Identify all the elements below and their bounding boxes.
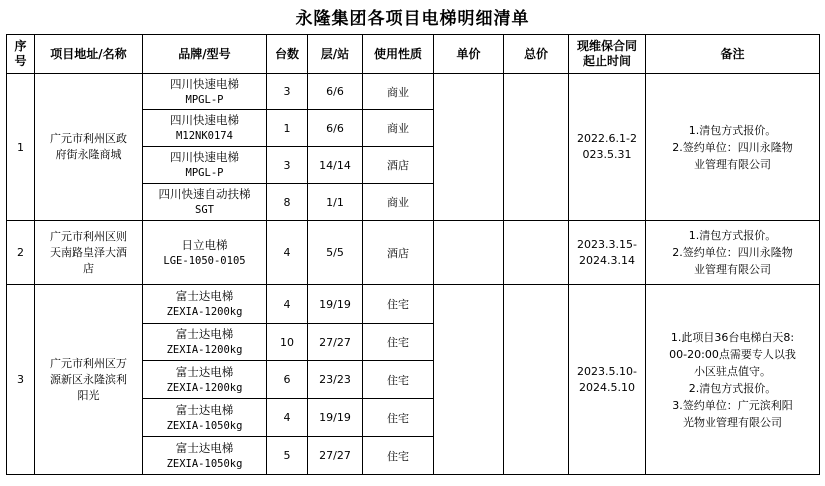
usage-cell: 住宅 (363, 361, 434, 399)
floors-cell: 19/19 (308, 285, 363, 324)
total-price-cell (504, 221, 569, 285)
usage-cell: 住宅 (363, 437, 434, 475)
floors-cell: 27/27 (308, 437, 363, 475)
unit-price-cell (434, 74, 504, 221)
total-price-cell (504, 74, 569, 221)
header-seq: 序 号 (7, 35, 35, 74)
usage-cell: 酒店 (363, 221, 434, 285)
count-cell: 10 (267, 324, 308, 361)
total-price-cell (504, 285, 569, 475)
floors-cell: 6/6 (308, 110, 363, 147)
header-total-price: 总价 (504, 35, 569, 74)
header-product: 品牌/型号 (143, 35, 267, 74)
address-cell: 广元市利州区万 源新区永隆滨利 阳光 (35, 285, 143, 475)
product-cell: 日立电梯 LGE-1050-0105 (143, 221, 267, 285)
product-cell: 富士达电梯 ZEXIA-1050kg (143, 437, 267, 475)
header-address: 项目地址/名称 (35, 35, 143, 74)
period-cell: 2022.6.1-2 023.5.31 (569, 74, 646, 221)
floors-cell: 1/1 (308, 184, 363, 221)
product-cell: 四川快速电梯 M12NK0174 (143, 110, 267, 147)
count-cell: 6 (267, 361, 308, 399)
seq-cell: 2 (7, 221, 35, 285)
count-cell: 4 (267, 221, 308, 285)
count-cell: 4 (267, 399, 308, 437)
usage-cell: 住宅 (363, 285, 434, 324)
usage-cell: 商业 (363, 110, 434, 147)
count-cell: 1 (267, 110, 308, 147)
count-cell: 3 (267, 74, 308, 110)
usage-cell: 住宅 (363, 324, 434, 361)
address-cell: 广元市利州区政 府街永隆商城 (35, 74, 143, 221)
product-cell: 富士达电梯 ZEXIA-1200kg (143, 285, 267, 324)
floors-cell: 23/23 (308, 361, 363, 399)
remark-cell: 1.清包方式报价。 2.签约单位：四川永隆物 业管理有限公司 (646, 221, 820, 285)
floors-cell: 27/27 (308, 324, 363, 361)
product-cell: 富士达电梯 ZEXIA-1200kg (143, 361, 267, 399)
header-row (7, 35, 820, 74)
period-cell: 2023.3.15- 2024.3.14 (569, 221, 646, 285)
document-title: 永隆集团各项目电梯明细清单 (295, 9, 530, 29)
product-cell: 四川快速自动扶梯 SGT (143, 184, 267, 221)
table-row (7, 221, 820, 285)
floors-cell: 5/5 (308, 221, 363, 285)
header-floors: 层/站 (308, 35, 363, 74)
header-remark: 备注 (646, 35, 820, 74)
usage-cell: 商业 (363, 74, 434, 110)
header-usage: 使用性质 (363, 35, 434, 74)
seq-cell: 3 (7, 285, 35, 475)
product-cell: 四川快速电梯 MPGL-P (143, 147, 267, 184)
address-cell: 广元市利州区则 天南路皇泽大酒 店 (35, 221, 143, 285)
unit-price-cell (434, 285, 504, 475)
unit-price-cell (434, 221, 504, 285)
count-cell: 4 (267, 285, 308, 324)
header-unit-price: 单价 (434, 35, 504, 74)
floors-cell: 19/19 (308, 399, 363, 437)
table-row (7, 74, 820, 110)
floors-cell: 14/14 (308, 147, 363, 184)
seq-cell: 1 (7, 74, 35, 221)
usage-cell: 商业 (363, 184, 434, 221)
elevator-table (6, 34, 820, 475)
product-cell: 富士达电梯 ZEXIA-1200kg (143, 324, 267, 361)
remark-cell: 1.此项目36台电梯白天8: 00-20:00点需要专人以我 小区驻点值守。 2.清包方式报价。 3.签约单位：广元滨利阳 光物业管理有限公司 (646, 285, 820, 475)
product-cell: 富士达电梯 ZEXIA-1050kg (143, 399, 267, 437)
count-cell: 3 (267, 147, 308, 184)
usage-cell: 住宅 (363, 399, 434, 437)
header-period: 现维保合同 起止时间 (569, 35, 646, 74)
period-cell: 2023.5.10- 2024.5.10 (569, 285, 646, 475)
header-count: 台数 (267, 35, 308, 74)
remark-cell: 1.清包方式报价。 2.签约单位：四川永隆物 业管理有限公司 (646, 74, 820, 221)
product-cell: 四川快速电梯 MPGL-P (143, 74, 267, 110)
count-cell: 5 (267, 437, 308, 475)
count-cell: 8 (267, 184, 308, 221)
floors-cell: 6/6 (308, 74, 363, 110)
usage-cell: 酒店 (363, 147, 434, 184)
table-row (7, 285, 820, 324)
